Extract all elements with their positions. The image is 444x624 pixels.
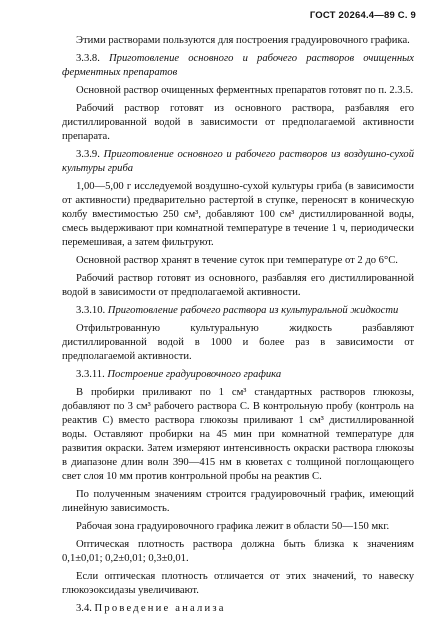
section-number: 3.3.8.	[76, 53, 100, 64]
paragraph: Этими растворами пользуются для построения градуировочного графика.	[76, 35, 410, 46]
section-heading-3-4	[62, 602, 414, 616]
paragraph: Основной раствор хранят в течение суток при температуре от 2 до 6°С.	[76, 255, 398, 266]
section-title: Приготовление основного и рабочего растворов из воздушно-сухой культуры гриба	[62, 149, 414, 174]
paragraph: Если оптическая плотность отличается от этих значений, то навеску глюкоэоксидазы увеличивают.	[62, 571, 414, 596]
paragraph: По полученным значениям строится градуировочный график, имеющий линейную зависимость.	[62, 489, 414, 514]
section-heading-3-3-11	[62, 368, 414, 382]
paragraph: Основной раствор очищенных ферментных препаратов готовят по п. 2.3.5.	[76, 85, 414, 96]
paragraph: В пробирки приливают по 1 см³ стандартных растворов глюкозы, добавляют по 3 см³ рабочего раствора С. В контрольную пробу (контроль на реактив С) вместо раствора глюкозы приливают 1 см³ дистиллированной воды. Оставляют пробирки на 45 мин при комнатной температуре для развития окраски. Затем измеряют интенсивность окраски раствора глюкозы в диапазоне длин волн 390—415 нм в кюветах с толщиной поглощающего свет слоя 10 мм против контрольной пробы на реактив С.	[62, 387, 414, 482]
section-heading-3-3-10	[62, 304, 414, 318]
section-title: Приготовление рабочего раствора из культуральной жидкости	[107, 305, 399, 316]
paragraph: Рабочий раствор готовят из основного раствора, разбавляя его дистиллированной водой в зависимости от предполагаемой активности препарата.	[62, 103, 414, 142]
page-header: ГОСТ 20264.4—89 С. 9	[309, 10, 416, 21]
section-title: Проведение анализа	[94, 603, 226, 614]
document-body	[62, 34, 414, 620]
section-number: 3.4.	[76, 603, 92, 614]
section-number: 3.3.9.	[76, 149, 100, 160]
section-title: Построение градуировочного графика	[107, 369, 282, 380]
section-number: 3.3.10.	[76, 305, 106, 316]
paragraph: 1,00—5,00 г исследуемой воздушно-сухой культуры гриба (в зависимости от активности) предварительно растертой в ступке, переносят в коническую колбу вместимостью 250 см³, добавляют 100 см³ дистиллированной воды, смесь выдерживают при комнатной температуре в течение 1 ч, периодически перемешивая, а затем фильтруют.	[62, 181, 414, 248]
section-title: Приготовление основного и рабочего растворов очищенных ферментных препаратов	[62, 53, 415, 78]
section-number: 3.3.11.	[76, 369, 105, 380]
paragraph: Отфильтрованную культуральную жидкость разбавляют дистиллированной водой в 1000 и более раз в зависимости от предполагаемой активности.	[62, 323, 414, 362]
section-heading-3-3-9	[62, 148, 414, 176]
paragraph: Рабочая зона градуировочного графика лежит в области 50—150 мкг.	[76, 521, 390, 532]
paragraph: Оптическая плотность раствора должна быть близка к значениям 0,1±0,01; 0,2±0,01; 0,3±0,01.	[62, 539, 414, 564]
section-heading-3-3-8	[62, 52, 414, 80]
paragraph: Рабочий раствор готовят из основного, разбавляя его дистиллированной водой в зависимости от предполагаемой активности.	[62, 273, 414, 298]
